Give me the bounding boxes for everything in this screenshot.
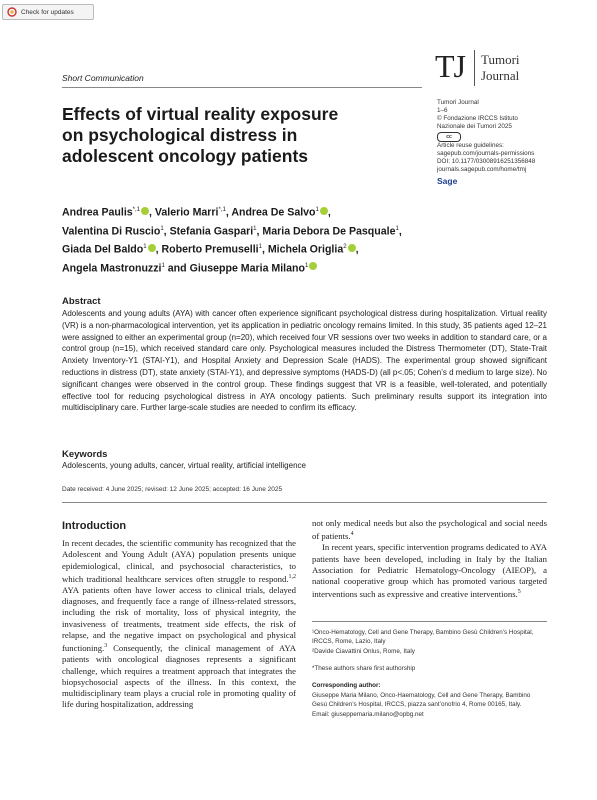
meta-doi[interactable]: DOI: 10.1177/03008916251356848 bbox=[437, 158, 536, 165]
author-name[interactable]: Valentina Di Ruscio bbox=[62, 225, 161, 238]
intro-text-2: AYA patients often have lower access to clinical trials, delayed diagnoses, and frequently face a range of illness-related stressors, including the risk of mortality, loss of physical integrity, the invasiveness of treatments, treatment side effects, the risk of relapse, and the negative impact on psychological and physical functioning. bbox=[62, 584, 296, 654]
author-name[interactable]: Stefania Gaspari bbox=[169, 225, 254, 238]
shared-authorship-note: *These authors share first authorship bbox=[312, 665, 416, 672]
intro-text-3: Consequently, the clinical management of AYA patients with oncological diagnoses represents a significant challenge, which requires a treatment approach that integrates the biopsychosocial aspects of the illness. In this context, the multidisciplinary team plays a crucial role in promoting quality of life during hospitalization, addressing bbox=[62, 643, 296, 710]
introduction-right-column bbox=[312, 518, 547, 601]
corresponding-author-heading: Corresponding author: bbox=[312, 682, 381, 689]
citation-ref[interactable]: 1,2 bbox=[288, 573, 296, 580]
author-affiliation: *,1 bbox=[218, 207, 226, 213]
article-metadata bbox=[437, 99, 587, 187]
author-name[interactable]: Angela Mastronuzzi bbox=[62, 262, 162, 275]
introduction-heading: Introduction bbox=[62, 520, 127, 532]
intro-text-1: In recent decades, the scientific community has recognized that the Adolescent and Young Adult (AYA) population presents unique epidemiological, clinical, and psychosocial characteristics, to which traditional healthcare services often struggle to respond. bbox=[62, 538, 296, 584]
author-affiliation: 1 bbox=[253, 225, 257, 232]
meta-copyright-1: © Fondazione IRCCS Istituto bbox=[437, 115, 518, 122]
meta-pages: 1–6 bbox=[437, 107, 448, 114]
author-affiliation: *,1 bbox=[132, 207, 140, 213]
introduction-left-column bbox=[62, 538, 296, 711]
meta-journal: Tumori Journal bbox=[437, 99, 479, 106]
author-affiliation: 1 bbox=[304, 262, 309, 269]
sage-logo: Sage bbox=[437, 176, 458, 186]
journal-name bbox=[481, 52, 520, 84]
author-name[interactable]: Andrea Paulis bbox=[62, 206, 133, 219]
intro-paragraph bbox=[312, 542, 547, 600]
check-for-updates-button[interactable] bbox=[2, 4, 94, 20]
corresponding-author-address: Giuseppe Maria Milano, Onco-Haematology, Cell and Gene Therapy, Bambino Gesù Children’s Hospital, IRCCS, piazza sant’onofrio 4, Rome 00165, Italy. bbox=[312, 692, 531, 708]
meta-journal-url[interactable]: journals.sagepub.com/home/tmj bbox=[437, 166, 527, 173]
journal-logo: TJ bbox=[435, 48, 465, 84]
meta-reuse-link[interactable]: sagepub.com/journals-permissions bbox=[437, 150, 535, 157]
orcid-icon[interactable] bbox=[309, 262, 317, 270]
orcid-icon[interactable] bbox=[348, 244, 356, 252]
meta-copyright-2: Nazionale dei Tumori 2025 bbox=[437, 123, 512, 130]
refresh-icon bbox=[7, 7, 17, 17]
section-divider bbox=[62, 502, 547, 503]
citation-ref[interactable]: 5 bbox=[517, 589, 521, 596]
author-name[interactable]: Maria Debora De Pasquale bbox=[262, 225, 396, 238]
intro-right-text-2: In recent years, specific intervention programs dedicated to AYA patients have been developed, including in Italy by the Italian Association for Pediatric Hematology-Oncology (AIEOP), a national cooperative group which has promoted various targeted interventions such as expressive and creative interventions. bbox=[312, 542, 547, 600]
intro-paragraph bbox=[62, 538, 296, 711]
journal-name-line1: Tumori bbox=[481, 52, 520, 67]
citation-ref[interactable]: 4 bbox=[350, 531, 354, 538]
footnotes bbox=[312, 628, 547, 720]
article-type: Short Communication bbox=[62, 73, 144, 83]
author-affiliation: 1 bbox=[143, 244, 147, 251]
author-name[interactable]: Roberto Premuselli bbox=[161, 243, 259, 256]
author-list: Andrea Paulis$^{*,1}$ , Valerio Marri$^{*,1}$, Andrea De Salvo$^1$ , Valentina Di Ruscio$^1$, Stefania Gaspari$^1$, Maria Debora De Pasquale$^1$, Giada Del Baldo$^1$ , Roberto Premuselli$^1$, Michela Origlia$^2$ , Angela Mastronuzzi$^1$ and Giuseppe Maria Milano$^1$ bbox=[62, 206, 402, 275]
author-name[interactable]: Giuseppe Maria Milano bbox=[189, 262, 305, 275]
keywords-heading: Keywords bbox=[62, 449, 108, 460]
abstract-text: Adolescents and young adults (AYA) with cancer often experience significant psychological distress during hospitalization. Virtual reality (VR) is a non-pharmacological intervention, yet its application in pediatric oncology remains limited. In this study, 35 patients aged 12–21 were assigned to either an experimental group (n=20), which received four VR sessions over two weeks in addition to standard care, or a control group (n=15), which received standard care only. Psychological measures included the Distress Thermometer (DT), State-Trait Anxiety Inventory-Y1 (STAI-Y1), and Hospital Anxiety and Depression Scale (HADS). The experimental group showed significant reductions in distress (DT), state anxiety (STAI-Y1), and depressive symptoms (HADS-D) (all p<.05; Cohen’s d medium to large size). No significant changes were observed in the control group. These findings suggest that VR is a feasible, well-tolerated, and potentially effective tool for reducing psychological distress in AYA oncology patients. Such preliminary results support its integration into multidisciplinary care. Further large-scale studies are needed to confirm its efficacy. bbox=[62, 309, 547, 413]
author-affiliation: 1 bbox=[258, 244, 262, 251]
keywords-text: Adolescents, young adults, cancer, virtual reality, artificial intelligence bbox=[62, 461, 306, 470]
corresponding-author-email[interactable]: Email: giuseppemaria.milano@opbg.net bbox=[312, 711, 424, 718]
intro-right-text-1: not only medical needs but also the psychological and social needs of patients. bbox=[312, 518, 547, 542]
footnote-divider bbox=[312, 621, 547, 622]
article-title: Effects of virtual reality exposure on psychological distress in adolescent oncology patients bbox=[62, 104, 339, 166]
affiliation-2: ²Davide Ciavattini Onlus, Rome, Italy bbox=[312, 648, 415, 655]
header-divider bbox=[62, 87, 422, 88]
intro-paragraph bbox=[312, 518, 547, 542]
author-name[interactable]: Michela Origlia bbox=[267, 243, 344, 256]
meta-reuse-1: Article reuse guidelines: bbox=[437, 142, 504, 149]
author-affiliation: 1 bbox=[160, 225, 164, 232]
author-affiliation: 1 bbox=[161, 262, 165, 269]
logo-divider bbox=[474, 50, 475, 86]
abstract-heading: Abstract bbox=[62, 296, 101, 307]
affiliation-1: ¹Onco-Hematology, Cell and Gene Therapy, Bambino Gesù Children’s Hospital, IRCCS, Rome, Lazio, Italy bbox=[312, 629, 534, 645]
article-dates: Date received: 4 June 2025; revised: 12 June 2025; accepted: 16 June 2025 bbox=[62, 486, 283, 493]
orcid-icon[interactable] bbox=[320, 207, 328, 215]
check-for-updates-label: Check for updates bbox=[21, 9, 74, 16]
author-name[interactable]: Valerio Marri bbox=[154, 206, 219, 219]
cc-license-icon: cc bbox=[437, 132, 461, 142]
journal-name-line2: Journal bbox=[481, 68, 520, 83]
orcid-icon[interactable] bbox=[148, 244, 156, 252]
author-conjunction: and bbox=[167, 262, 187, 275]
author-affiliation: 1 bbox=[315, 207, 319, 213]
citation-ref[interactable]: 3 bbox=[104, 643, 108, 650]
author-name[interactable]: Andrea De Salvo bbox=[231, 206, 316, 219]
author-affiliation: 1 bbox=[395, 225, 399, 232]
author-name[interactable]: Giada Del Baldo bbox=[62, 243, 144, 256]
orcid-icon[interactable] bbox=[141, 207, 149, 215]
author-affiliation: 2 bbox=[343, 244, 347, 251]
